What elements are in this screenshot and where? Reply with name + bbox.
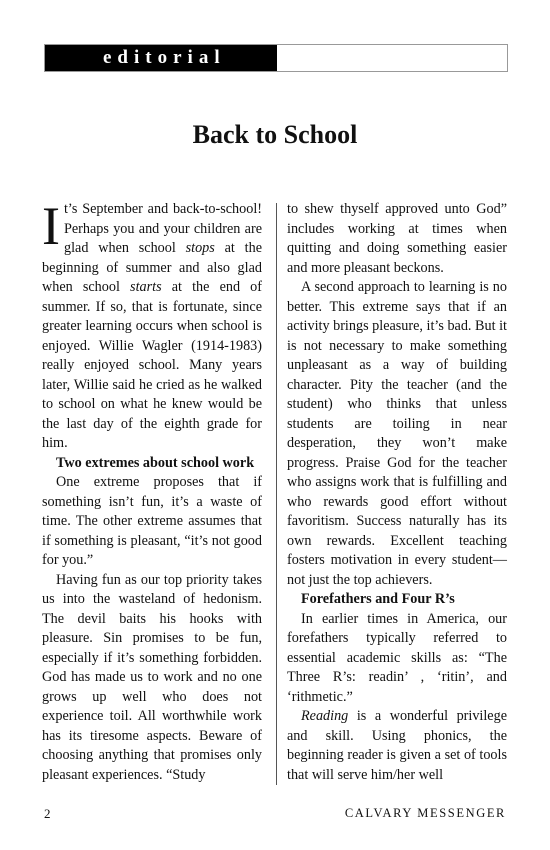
drop-cap: I [42, 196, 60, 256]
page-number: 2 [44, 806, 51, 821]
paragraph-intro: It’s September and back-to-school! Perhaps you and your children are glad when school stops at the beginning of summer and also glad when school starts at the end of summer. If so, that is fortunate, since greater learning occurs when school is enjoyed. Willie Wagler (1914-1983) really enjoyed school. Many years later, Willie said he cried as he walked to school on what he knew would be the last day of the eighth grade for him. [42, 196, 262, 451]
paragraph: Having fun as our top priority takes us into the wasteland of hedonism. The devil baits his hooks with pleasure. Sin promises to be fun, especially if it’s something forbidden. God has made us to work and no one grows up well who does not experience toil. All worthwhile work has its tiresome aspects. Beware of choosing anything that promises only pleasant experiences. “Study [42, 571, 262, 783]
paragraph: A second approach to learning is no better. This extreme says that if an activity brings pleasure, it’s bad. But it is not necessary to make something unpleasant as a way of building character. Pity the teacher (and the student) who thinks that unless students are toiling in near desperation, they won’t make progress. Praise God for the teacher who assigns work that is fulfilling and who rewards good effort without favoritism. Success naturally has its own rewards. Excellent teaching fosters motivation in every student—not just the top achievers. [287, 279, 507, 588]
paragraph: to shew thyself approved unto God” includes working at times when quitting and doing something easier and more pleasant beckons. [287, 201, 507, 276]
article-column-left [42, 196, 262, 785]
article-title: Back to School [192, 120, 358, 149]
publication-name: CALVARY MESSENGER [344, 806, 506, 820]
section-heading-extremes: Two extremes about school work [56, 454, 255, 471]
paragraph: In earlier times in America, our forefathers typically referred to essential academic skills as: “The Three R’s: readin’ , ‘ritin’, and ‘rithmetic.” [287, 610, 507, 705]
paragraph: One extreme proposes that if something isn’t fun, it’s a waste of time. The other extreme assumes that if something is pleasant, “it’s not good for you.” [42, 474, 262, 568]
article-column-right [287, 200, 507, 785]
section-header-bar [44, 44, 508, 72]
section-label: editorial [45, 45, 277, 71]
section-heading-forefathers: Forefathers and Four R’s [301, 591, 455, 607]
paragraph: Reading is a wonderful privilege and skill. Using phonics, the beginning reader is given a set of tools that will serve him/her well [287, 708, 507, 783]
column-divider [276, 203, 277, 785]
